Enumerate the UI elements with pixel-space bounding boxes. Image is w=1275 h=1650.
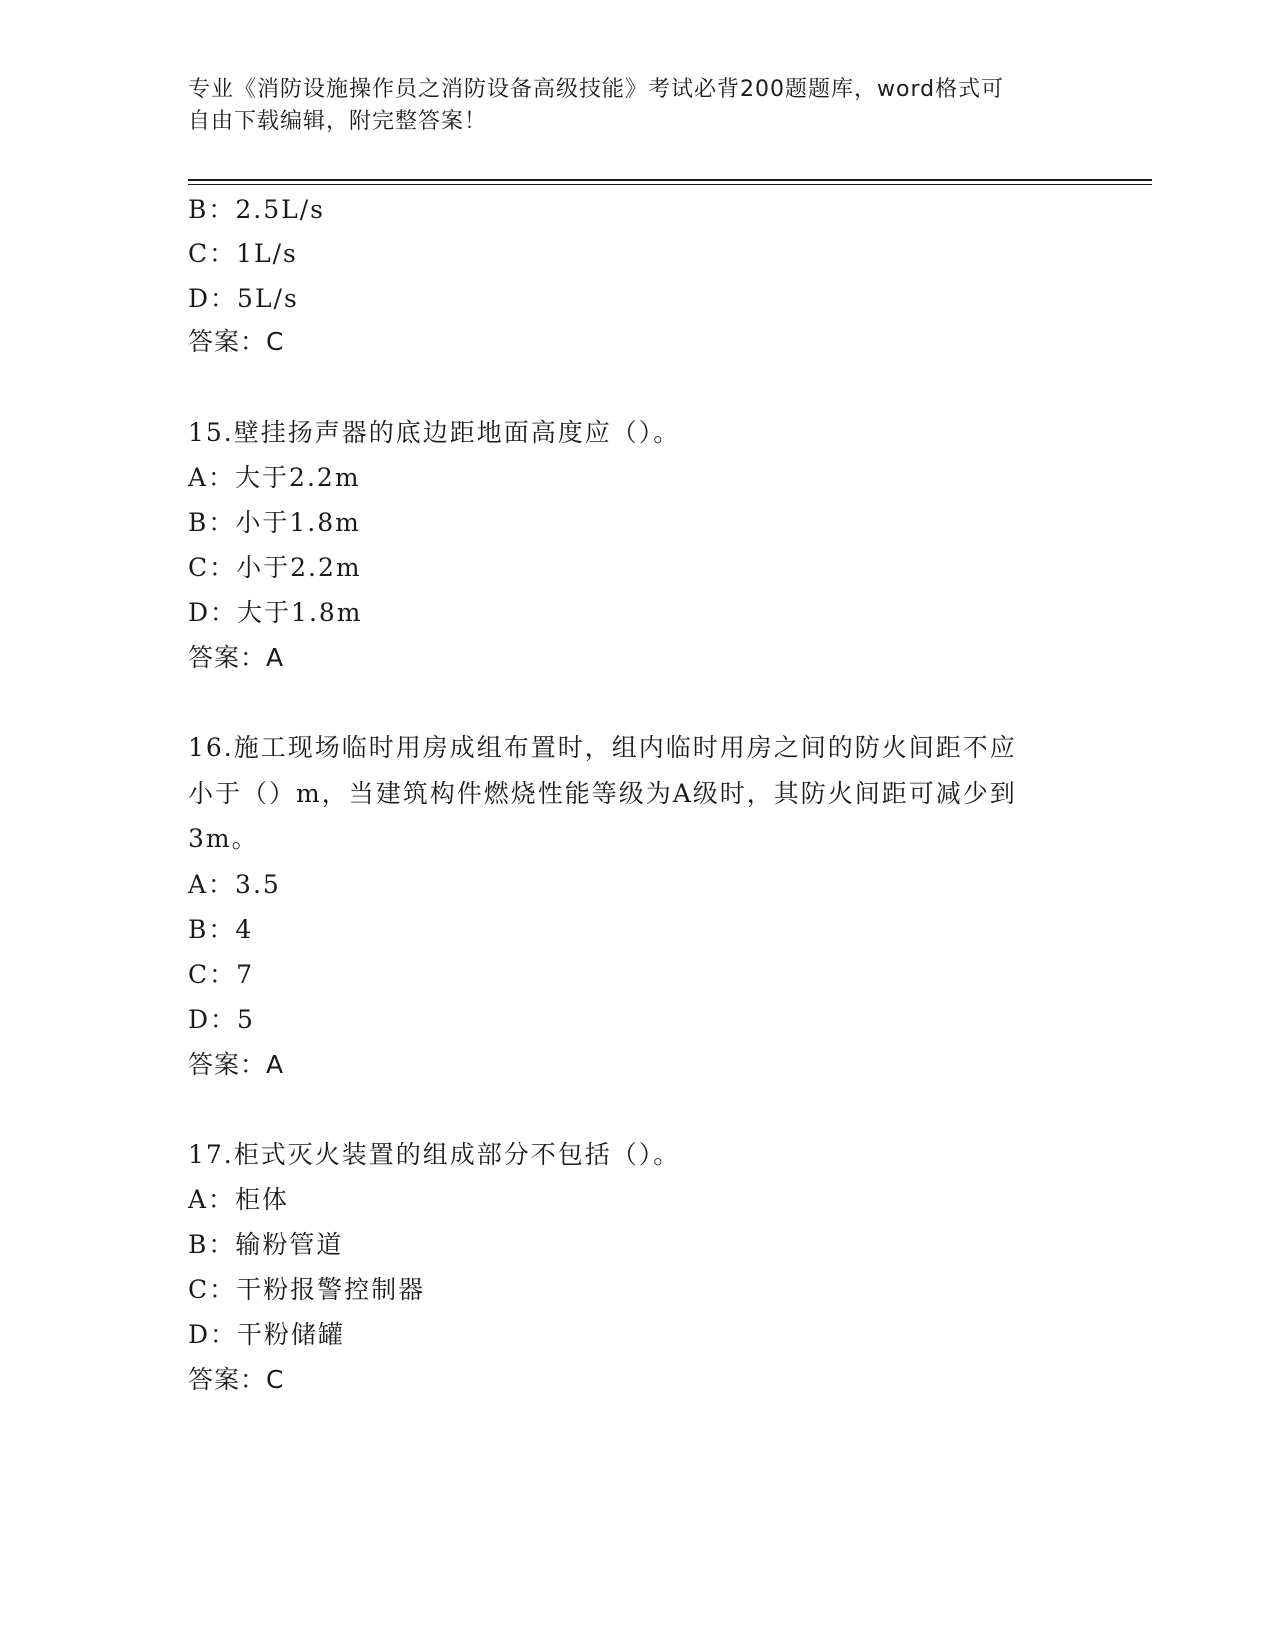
q14-option-d: D：5L/s: [188, 284, 299, 313]
q15-option-b: B：小于1.8m: [188, 508, 361, 537]
q17-answer: 答案：C: [188, 1365, 285, 1394]
q15-answer: 答案：A: [188, 643, 285, 672]
q16-option-b: B：4: [188, 915, 254, 944]
q15-option-c: C：小于2.2m: [188, 553, 362, 582]
q17-question: 17.柜式灭火装置的组成部分不包括（）。: [188, 1140, 681, 1169]
q14-option-c: C：1L/s: [188, 239, 298, 268]
q17-option-b: B：输粉管道: [188, 1230, 344, 1259]
document-header: [188, 74, 1088, 138]
q16-question-line-2: 小于（）m，当建筑构件燃烧性能等级为A级时，其防火间距可减少到: [188, 779, 1017, 808]
q15-question: 15.壁挂扬声器的底边距地面高度应（）。: [188, 418, 681, 447]
header-divider-thick: [188, 179, 1152, 181]
q17-option-c: C：干粉报警控制器: [188, 1275, 426, 1304]
q16-option-c: C：7: [188, 960, 255, 989]
q17-option-d: D：干粉储罐: [188, 1320, 346, 1349]
q14-option-b: B：2.5L/s: [188, 195, 325, 224]
header-divider-thin: [188, 184, 1152, 185]
q16-answer: 答案：A: [188, 1050, 285, 1079]
q16-question-line-1: 16.施工现场临时用房成组布置时，组内临时用房之间的防火间距不应: [188, 733, 1017, 762]
q16-option-d: D：5: [188, 1005, 255, 1034]
header-line-2: 自由下载编辑，附完整答案！: [188, 109, 488, 134]
q15-option-a: A：大于2.2m: [188, 463, 361, 492]
q16-question-line-3: 3m。: [188, 824, 259, 853]
q15-option-d: D：大于1.8m: [188, 598, 363, 627]
q17-option-a: A：柜体: [188, 1185, 290, 1214]
q16-option-a: A：3.5: [188, 870, 281, 899]
q14-answer: 答案：C: [188, 327, 285, 356]
header-line-1: 专业《消防设施操作员之消防设备高级技能》考试必背200题题库，word格式可: [188, 77, 1005, 102]
